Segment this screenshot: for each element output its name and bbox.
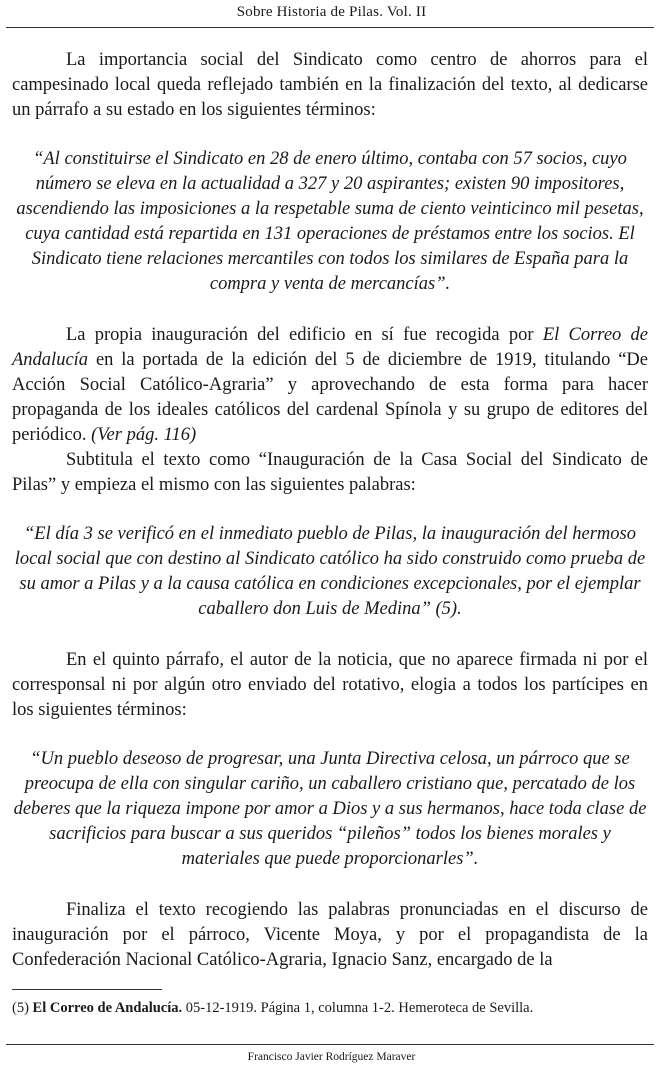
paragraph-inauguration-text-b: en la portada de la edición del 5 de diciembre de 1919, titulando “De Acción Social Católico-Agraria” y aprovechando de esta forma para hacer propaganda de los ideales católicos del cardenal Spínola y su grupo de editores del periódico. xyxy=(12,350,648,445)
paragraph-inauguration-text-a: La propia inauguración del edificio en sí fue recogida por xyxy=(66,325,543,345)
quote-inauguration: “El día 3 se verificó en el inmediato pueblo de Pilas, la inauguración del hermoso local social que con destino al Sindicato católico ha sido construido como prueba de su amor a Pilas y a la causa católica en condiciones excepcionales, por el ejemplar caballero don Luis de Medina” (5). xyxy=(14,524,646,619)
footnote-details: 05-12-1919. Página 1, columna 1-2. Hemeroteca de Sevilla. xyxy=(182,1000,534,1016)
newspaper-title: El Correo de Andalucía xyxy=(12,325,648,370)
footer-author: Francisco Javier Rodríguez Maraver xyxy=(247,1051,416,1063)
header-divider xyxy=(6,27,654,28)
paragraph-subtitle: Subtitula el texto como “Inauguración de la Casa Social del Sindicato de Pilas” y empieza el mismo con las siguientes palabras: xyxy=(12,450,648,495)
quote-sindicato-status: “Al constituirse el Sindicato en 28 de enero último, contaba con 57 socios, cuyo número se eleva en la actualidad a 327 y 20 aspirantes; existen 90 impositores, ascendiendo las imposiciones a la respetable suma de ciento veinticinco mil pesetas, cuya cantidad está repartida en 131 operaciones de préstamos entre los socios. El Sindicato tiene relaciones mercantiles con todos los similares de España para la compra y venta de mercancías”. xyxy=(16,149,644,294)
paragraph-intro: La importancia social del Sindicato como centro de ahorros para el campesinado local queda reflejado también en la finalización del texto, al dedicarse un párrafo a su estado en los siguientes términos: xyxy=(12,50,648,120)
footnote-number: (5) xyxy=(12,1000,29,1016)
paragraph-inauguration xyxy=(12,323,648,448)
paragraph-fifth: En el quinto párrafo, el autor de la noticia, que no aparece firmada ni por el corresponsal ni por algún otro enviado del rotativo, elogia a todos los partícipes en los siguientes términos: xyxy=(12,650,648,720)
footnote-divider xyxy=(12,989,162,990)
footnote xyxy=(12,1000,652,1017)
footer-divider xyxy=(6,1044,654,1045)
quote-praise: “Un pueblo deseoso de progresar, una Junta Directiva celosa, un párroco que se preocupa de ella con singular cariño, un caballero cristiano que, percatado de los deberes que la riqueza impone por amor a Dios y a sus hermanos, hace toda clase de sacrificios para buscar a sus queridos “pileños” todos los bienes morales y materiales que puede proporcionarles”. xyxy=(13,749,647,869)
page-body xyxy=(12,48,648,973)
page-reference: (Ver pág. 116) xyxy=(91,425,197,445)
paragraph-closing: Finaliza el texto recogiendo las palabras pronunciadas en el discurso de inauguración por el párroco, Vicente Moya, y por el propagandista de la Confederación Nacional Católico-Agraria, Ignacio Sanz, encargado de la xyxy=(12,900,648,970)
footnote-source: El Correo de Andalucía. xyxy=(32,1000,183,1016)
running-header: Sobre Historia de Pilas. Vol. II xyxy=(236,4,427,20)
